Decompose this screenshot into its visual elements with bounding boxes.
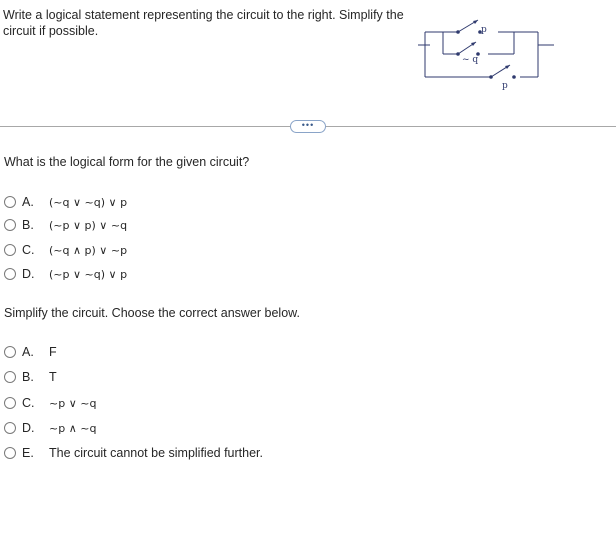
radio-circle-icon[interactable] (4, 219, 16, 231)
q2-option-c[interactable]: C. ~p ∨ ~q (4, 394, 96, 412)
radio-circle-icon[interactable] (4, 397, 16, 409)
q2-option-b[interactable]: B. T (4, 368, 57, 386)
q2-option-e[interactable]: E. The circuit cannot be simplified further. (4, 444, 263, 462)
circuit-label-not-q: ~ q (462, 55, 479, 65)
radio-circle-icon[interactable] (4, 371, 16, 383)
q2-option-a[interactable]: A. F (4, 343, 57, 361)
question1-text: What is the logical form for the given circuit? (4, 155, 250, 169)
circuit-label-p-top: p (481, 25, 487, 35)
question2-text: Simplify the circuit. Choose the correct answer below. (4, 306, 300, 320)
q2-option-d[interactable]: D. ~p ∧ ~q (4, 419, 96, 437)
circuit-diagram (418, 12, 558, 92)
radio-circle-icon[interactable] (4, 422, 16, 434)
radio-circle-icon[interactable] (4, 244, 16, 256)
q1-option-d[interactable]: D. (~p ∨ ~q) ∨ p (4, 265, 127, 283)
problem-prompt: Write a logical statement representing the circuit to the right. Simplify the circuit if possible. (3, 8, 404, 38)
q1-option-a[interactable]: A. (~q ∨ ~q) ∨ p (4, 193, 127, 211)
expand-more-button[interactable]: ••• (290, 120, 326, 133)
radio-circle-icon[interactable] (4, 346, 16, 358)
radio-circle-icon[interactable] (4, 268, 16, 280)
radio-circle-icon[interactable] (4, 447, 16, 459)
q1-option-c[interactable]: C. (~q ∧ p) ∨ ~p (4, 241, 127, 259)
circuit-label-p-bottom: p (502, 81, 508, 91)
q1-option-b[interactable]: B. (~p ∨ p) ∨ ~q (4, 216, 127, 234)
radio-circle-icon[interactable] (4, 196, 16, 208)
